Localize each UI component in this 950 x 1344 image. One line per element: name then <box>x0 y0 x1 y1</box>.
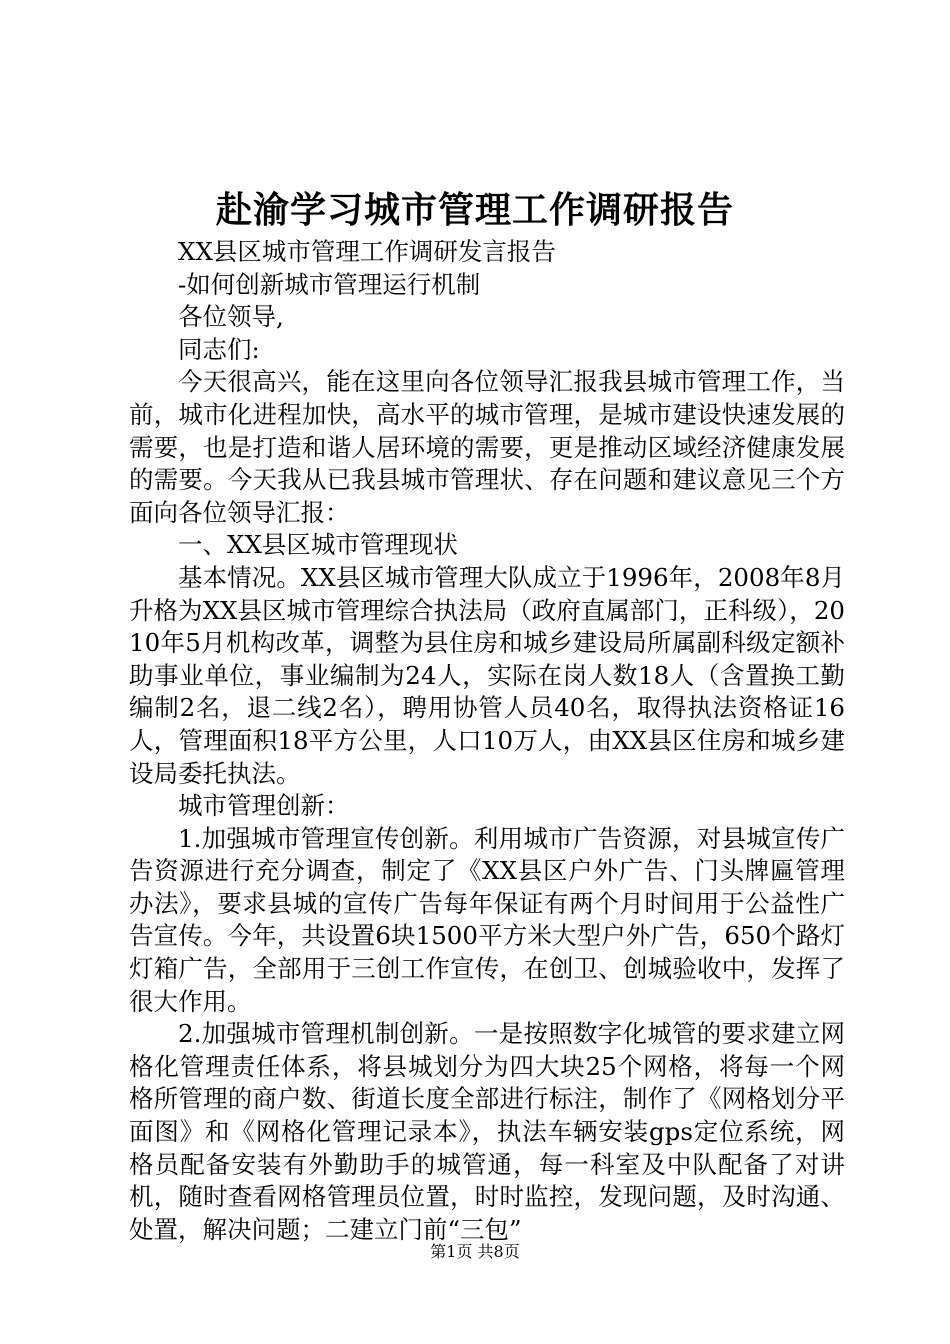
paragraph-salutation-leaders: 各位领导, <box>178 302 284 332</box>
paragraph-innovation-heading: 城市管理创新： <box>178 791 350 821</box>
paragraph-salutation-comrades: 同志们: <box>178 334 260 364</box>
section-heading-1: 一、XX县区城市管理现状 <box>178 530 458 560</box>
paragraph-innovation-2: 2.加强城市管理机制创新。一是按照数字化城管的要求建立网格化管理责任体系，将县城划分为四大块25个网格，将每一个网格所管理的商户数、街道长度全部进行标注，制作了《网格划分平面图》和《网格化管理记录本》，执法车辆安装gps定位系统，网格员配备安装有外勤助手的城管通，每一科室及中队配备了对讲机，随时查看网格管理员位置，时时监控，发现问题，及时沟通、处置，解决问题；二建立门前“三包” <box>129 1019 845 1244</box>
paragraph-subtitle: XX县区城市管理工作调研发言报告 <box>178 237 556 266</box>
paragraph-innovation-1: 1.加强城市管理宣传创新。利用城市广告资源，对县城宣传广告资源进行充分调查，制定了《XX县区户外广告、门头牌匾管理办法》，要求县城的宣传广告每年保证有两个月时间用于公益性广告宣传。今年，共设置6块1500平方米大型户外广告，650个路灯灯箱广告，全部用于三创工作宣传，在创卫、创城验收中，发挥了很大作用。 <box>129 823 845 1016</box>
paragraph-basic-info: 基本情况。XX县区城市管理大队成立于1996年，2008年8月升格为XX县区城市管理综合执法局（政府直属部门，正科级），2010年5月机构改革，调整为县住房和城乡建设局所属副科级定额补助事业单位，事业编制为24人，实际在岗人数18人（含置换工勤编制2名，退二线2名），聘用协管人员40名，取得执法资格证16人，管理面积18平方公里，人口10万人，由XX县区住房和城乡建设局委托执法。 <box>129 562 845 788</box>
document-body <box>129 236 845 1246</box>
paragraph-subtitle-2: -如何创新城市管理运行机制 <box>178 269 481 299</box>
page-footer: 第1页 共8页 <box>430 1242 520 1261</box>
document-title: 赴渝学习城市管理工作调研报告 <box>215 189 734 231</box>
paragraph-intro: 今天很高兴，能在这里向各位领导汇报我县城市管理工作，当前，城市化进程加快，高水平的城市管理，是城市建设快速发展的需要，也是打造和谐人居环境的需要，更是推动区域经济健康发展的需要。今天我从已我县城市管理状、存在问题和建议意见三个方面向各位领导汇报： <box>129 367 845 527</box>
